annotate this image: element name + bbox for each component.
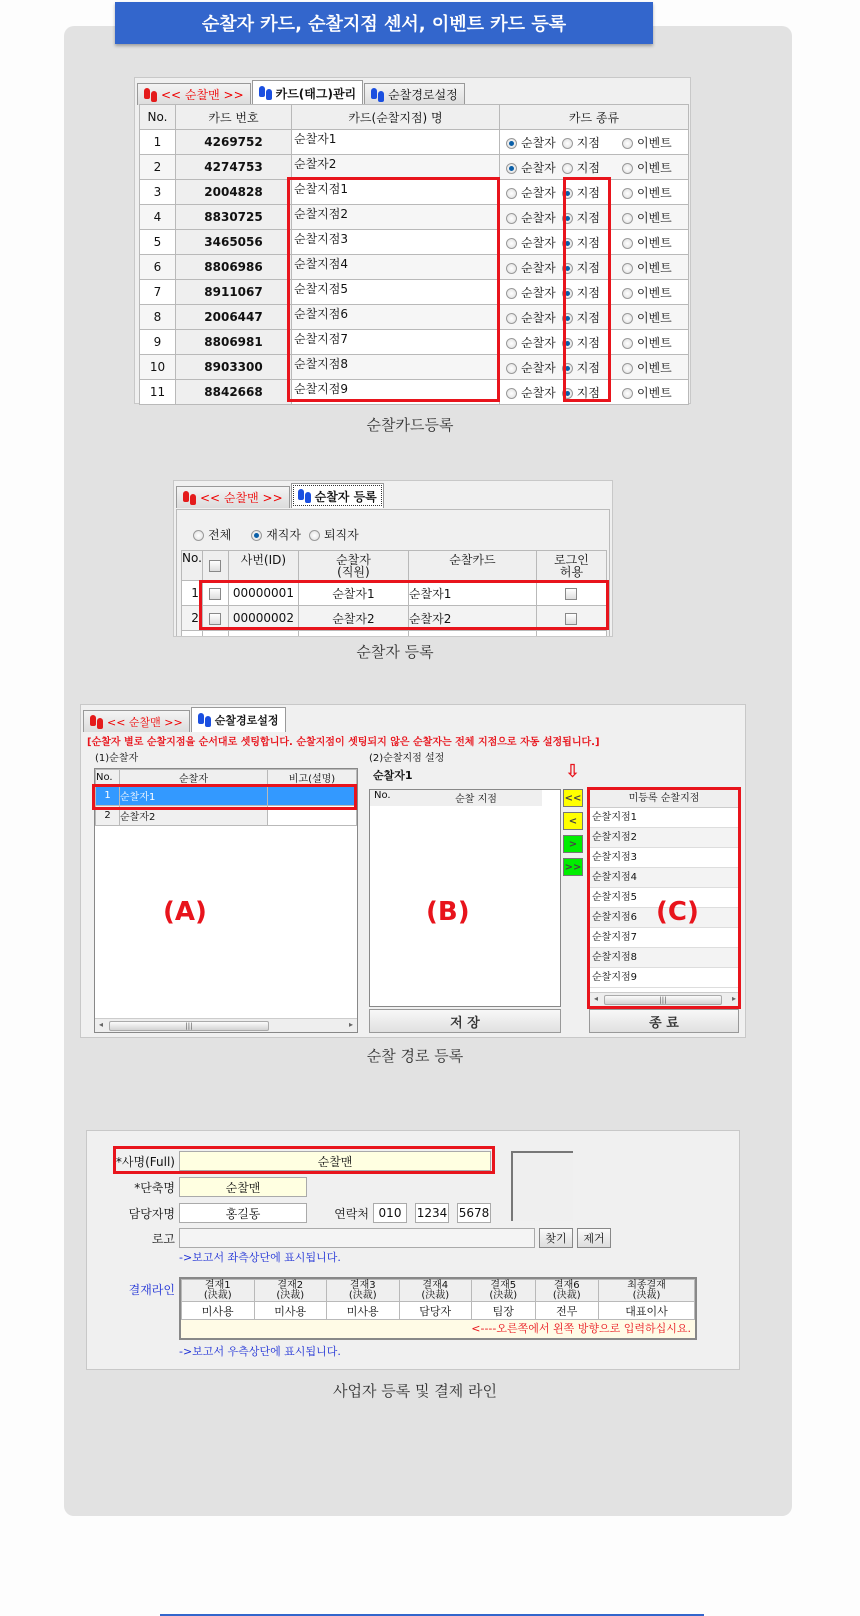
card-type-option[interactable]: 순찰자 [506,361,556,375]
card-type-option[interactable]: 이벤트 [622,161,672,175]
patroller-table: No. 사번(ID) 순찰자 (직원) 순찰카드 로그인 허용 1 00000001 순찰자1 순찰자1 2 00000002 순찰자2 순찰자2 [181,550,607,637]
patroller-registration-window [173,480,613,637]
table-row[interactable]: 2 4274753 순찰자2 순찰자 지점 이벤트 [140,155,689,180]
select-all-checkbox[interactable] [209,560,221,572]
blue-footprints-icon [259,86,273,100]
assigned-points-list[interactable]: No. 순찰 지점 [369,789,561,1007]
table-row[interactable]: 11 8842668 순찰지점9 순찰자 지점 이벤트 [140,380,689,405]
red-footprints-icon [183,491,197,505]
card-type-group [500,180,689,205]
radio-checked-icon [562,238,573,249]
table-row[interactable]: 5 3465056 순찰지점3 순찰자 지점 이벤트 [140,230,689,255]
blue-footprints-icon [371,88,385,102]
card-type-group [500,330,689,355]
card-type-group [500,230,689,255]
card-type-group [500,205,689,230]
card-type-option[interactable]: 지점 [562,236,600,250]
full-name-field[interactable]: 순찰맨 [179,1151,491,1171]
selected-patroller-name: 순찰자1 [373,769,413,782]
card-type-group [500,280,689,305]
card-type-option[interactable]: 이벤트 [622,311,672,325]
table-row[interactable]: 6 8806986 순찰지점4 순찰자 지점 이벤트 [140,255,689,280]
radio-checked-icon [506,163,517,174]
radio-icon [506,388,517,399]
table-row[interactable]: 2 00000002 순찰자2 순찰자2 [182,606,607,631]
tab-card-management[interactable]: 카드(태그)관리 [252,80,364,105]
card-type-group [500,380,689,405]
marker-c: (C) [656,897,699,927]
filter-employed[interactable]: 재직자 [251,526,301,543]
card-type-option[interactable]: 이벤트 [622,186,672,200]
card-name-field[interactable]: 순찰지점7 [292,330,500,355]
col-card-number: 카드 번호 [176,105,292,130]
list-item[interactable]: 순찰지점3 [590,848,738,868]
radio-icon [622,138,633,149]
radio-icon [622,388,633,399]
radio-icon [622,338,633,349]
list-item[interactable]: 순찰지점8 [590,948,738,968]
table-row[interactable]: 4 8830725 순찰지점2 순찰자 지점 이벤트 [140,205,689,230]
card-type-option[interactable]: 이벤트 [622,261,672,275]
phone-part1-field[interactable]: 010 [373,1203,407,1223]
manager-name-field[interactable]: 홍길동 [179,1203,307,1223]
approval-cell[interactable]: 대표이사 [599,1302,695,1320]
card-name-field[interactable]: 순찰지점2 [292,205,500,230]
card-type-option[interactable]: 순찰자 [506,161,556,175]
card-type-option[interactable]: 지점 [562,361,600,375]
card-type-option[interactable]: 지점 [562,261,600,275]
approval-cell[interactable]: 팀장 [472,1302,536,1320]
card-table [139,104,689,405]
red-footprints-icon [144,88,158,102]
tab-patroller-registration[interactable]: 순찰자 등록 [291,483,384,508]
radio-icon [506,338,517,349]
radio-icon [562,138,573,149]
move-all-left-button[interactable]: << [563,789,583,807]
card-type-option[interactable]: 지점 [562,161,600,175]
radio-icon [506,238,517,249]
card-type-option[interactable]: 이벤트 [622,211,672,225]
tab-patrolman[interactable]: << 순찰맨 >> [137,83,251,105]
patroller-list[interactable]: No. 순찰자 비고(설명) 1 순찰자1 2 순찰자2 ◂ ||| ▸ [94,768,358,1033]
save-button[interactable]: 저 장 [369,1009,561,1033]
marker-b: (B) [426,897,470,927]
short-name-field[interactable]: 순찰맨 [179,1177,307,1197]
radio-icon [506,288,517,299]
card-type-option[interactable]: 지점 [562,136,600,150]
card-type-group [500,305,689,330]
table-row[interactable]: 3 2004828 순찰지점1 순찰자 지점 이벤트 [140,180,689,205]
card-name-field[interactable]: 순찰지점8 [292,355,500,380]
col-card-type: 카드 종류 [500,105,689,130]
logo-path-field[interactable] [179,1228,535,1248]
radio-checked-icon [562,363,573,374]
col-no: No. [140,105,176,130]
business-registration-window: *사명(Full) 순찰맨 *단축명 순찰맨 담당자명 홍길동 연락처 010 1234 5678 로고 찾기 제거 ->보고서 좌측상단에 표시됩니다. 결재라인 결재1 (決裁) 결재2 (決裁) 결재3 (決裁) 결재4 (決裁) 결재5 (決裁) 결재6 (決裁) 최종결재 (決裁) 미사용 미사용 미사용 담당자 팀장 전무 대표이사 <----오른쪽에서 왼쪽 방향으로 입력하십시요. ->보고서 우측상단에 표시됩니다. [86,1130,740,1370]
card-type-option[interactable]: 지점 [562,211,600,225]
list-item[interactable]: 순찰지점6 [590,908,738,928]
card-name-field[interactable]: 순찰지점4 [292,255,500,280]
filter-retired[interactable]: 퇴직자 [309,526,359,543]
marker-a: (A) [163,897,207,927]
row-checkbox[interactable] [209,588,221,600]
group-point-setting-label: (2)순찰지점 설정 [369,753,445,764]
card-type-option[interactable]: 지점 [562,336,600,350]
card-type-option[interactable]: 순찰자 [506,136,556,150]
phone-part2-field[interactable]: 1234 [415,1203,449,1223]
employment-filter [193,526,359,543]
radio-checked-icon [562,263,573,274]
table-row[interactable]: 1 4269752 순찰자1 순찰자 지점 이벤트 [140,130,689,155]
unregistered-header: 미등록 순찰지점 [590,790,738,808]
card-type-option[interactable]: 이벤트 [622,386,672,400]
list-item[interactable]: 순찰지점5 [590,888,738,908]
radio-checked-icon [562,288,573,299]
radio-checked-icon [562,313,573,324]
table-row[interactable]: 7 8911067 순찰지점5 순찰자 지점 이벤트 [140,280,689,305]
card-type-option[interactable]: 이벤트 [622,336,672,350]
approval-cell[interactable]: 미사용 [182,1302,255,1320]
card-type-option[interactable]: 지점 [562,386,600,400]
route-setting-window [80,704,746,1038]
radio-checked-icon [251,530,262,541]
tab-patrolman[interactable]: << 순찰맨 >> [176,486,290,508]
card-type-option[interactable]: 순찰자 [506,211,556,225]
card-type-option[interactable]: 순찰자 [506,311,556,325]
radio-icon [622,213,633,224]
caption-card-registration: 순찰카드등록 [366,416,454,434]
red-footprints-icon [90,715,104,729]
approval-line-table: 결재1 (決裁) 결재2 (決裁) 결재3 (決裁) 결재4 (決裁) 결재5 (決裁) 결재6 (決裁) 최종결재 (決裁) 미사용 미사용 미사용 담당자 팀장 전무 대표이사 <----오른쪽에서 왼쪽 방향으로 입력하십시요. [179,1277,697,1340]
card-type-option[interactable]: 이벤트 [622,361,672,375]
page-title: 순찰자 카드, 순찰지점 센서, 이벤트 카드 등록 [115,2,653,44]
list-item[interactable]: 2 순찰자2 [96,806,357,826]
radio-icon [622,313,633,324]
radio-icon [622,163,633,174]
row-checkbox[interactable] [209,613,221,625]
radio-icon [506,263,517,274]
horizontal-scrollbar[interactable]: ◂ ||| ▸ [95,1018,357,1032]
login-allowed-checkbox[interactable] [565,613,577,625]
caption-business-registration: 사업자 등록 및 결제 라인 [333,1382,497,1400]
card-type-option[interactable]: 순찰자 [506,186,556,200]
table-row[interactable]: 10 8903300 순찰지점8 순찰자 지점 이벤트 [140,355,689,380]
card-management-window [134,77,691,404]
table-row[interactable]: 9 8806981 순찰지점7 순찰자 지점 이벤트 [140,330,689,355]
card-name-field[interactable]: 순찰지점6 [292,305,500,330]
radio-icon [622,288,633,299]
caption-patroller-registration: 순찰자 등록 [356,643,434,661]
card-type-group [500,130,689,155]
tab-route-setting[interactable]: 순찰경로설정 [191,707,286,732]
tab-patrolman[interactable]: << 순찰맨 >> [83,710,190,732]
card-name-field[interactable]: 순찰지점9 [292,380,500,405]
route-notice: [순찰자 별로 순찰지점을 순서대로 셋팅합니다. 순찰지점이 셋팅되지 않은 순찰자는 전체 지점으로 자동 설정됩니다.] [87,737,600,748]
remove-button[interactable]: 제거 [577,1228,611,1248]
list-item[interactable]: 순찰지점1 [590,808,738,828]
card-type-group [500,155,689,180]
blue-footprints-icon [198,713,212,727]
radio-icon [506,213,517,224]
card-name-field[interactable]: 순찰지점5 [292,280,500,305]
phone-part3-field[interactable]: 5678 [457,1203,491,1223]
card-type-option[interactable]: 순찰자 [506,386,556,400]
find-button[interactable]: 찾기 [539,1228,573,1248]
card-type-option[interactable]: 지점 [562,311,600,325]
list-item[interactable]: 순찰지점4 [590,868,738,888]
approval-cell[interactable]: 미사용 [254,1302,327,1320]
col-card-name: 카드(순찰지점) 명 [292,105,500,130]
radio-checked-icon [562,388,573,399]
caption-route-registration: 순찰 경로 등록 [366,1047,464,1065]
card-type-option[interactable]: 순찰자 [506,286,556,300]
card-type-option[interactable]: 이벤트 [622,286,672,300]
approval-note: ->보고서 우측상단에 표시됩니다. [179,1345,341,1358]
approval-cell[interactable]: 미사용 [327,1302,400,1320]
approval-cell[interactable]: 담당자 [399,1302,472,1320]
move-all-right-button[interactable]: >> [563,858,583,876]
radio-icon [622,363,633,374]
card-type-option[interactable]: 순찰자 [506,236,556,250]
card-type-group [500,255,689,280]
tab-route-setting[interactable]: 순찰경로설정 [364,83,465,105]
card-type-option[interactable]: 순찰자 [506,261,556,275]
radio-checked-icon [562,213,573,224]
move-right-button[interactable]: > [563,835,583,853]
list-item[interactable]: 순찰지점9 [590,968,738,988]
radio-icon [309,530,320,541]
radio-icon [622,188,633,199]
patroller-panel [176,509,610,637]
radio-checked-icon [506,138,517,149]
card-type-option[interactable]: 순찰자 [506,336,556,350]
list-item-selected[interactable]: 1 순찰자1 [96,786,357,806]
card-name-field[interactable]: 순찰지점1 [292,180,500,205]
list-item[interactable]: 순찰지점7 [590,928,738,948]
card-type-option[interactable]: 이벤트 [622,136,672,150]
radio-checked-icon [562,338,573,349]
list-item[interactable]: 순찰지점2 [590,828,738,848]
card-name-field[interactable]: 순찰지점3 [292,230,500,255]
radio-icon [193,530,204,541]
radio-icon [506,188,517,199]
radio-icon [506,363,517,374]
radio-icon [622,263,633,274]
approval-cell[interactable]: 전무 [535,1302,599,1320]
card-type-option[interactable]: 지점 [562,286,600,300]
close-button[interactable]: 종 료 [589,1009,739,1033]
move-left-button[interactable]: < [563,812,583,830]
table-row[interactable]: 8 2006447 순찰지점6 순찰자 지점 이벤트 [140,305,689,330]
logo-note: ->보고서 좌측상단에 표시됩니다. [179,1251,341,1264]
card-type-option[interactable]: 지점 [562,186,600,200]
horizontal-scrollbar[interactable]: ◂ ||| ▸ [590,992,739,1006]
radio-checked-icon [562,188,573,199]
logo-preview [511,1151,573,1221]
radio-icon [506,313,517,324]
card-type-option[interactable]: 이벤트 [622,236,672,250]
card-name-field[interactable]: 순찰자1 [292,130,500,155]
radio-icon [622,238,633,249]
card-type-group [500,355,689,380]
table-row[interactable]: 1 00000001 순찰자1 순찰자1 [182,581,607,606]
card-name-field[interactable]: 순찰자2 [292,155,500,180]
group-patroller-label: (1)순찰자 [95,753,139,764]
blue-footprints-icon [298,489,312,503]
login-allowed-checkbox[interactable] [565,588,577,600]
filter-all[interactable]: 전체 [193,526,231,543]
approval-hint: <----오른쪽에서 왼쪽 방향으로 입력하십시요. [471,1322,691,1335]
down-arrow-indicator-icon: ⇩ [565,761,581,782]
radio-icon [562,163,573,174]
